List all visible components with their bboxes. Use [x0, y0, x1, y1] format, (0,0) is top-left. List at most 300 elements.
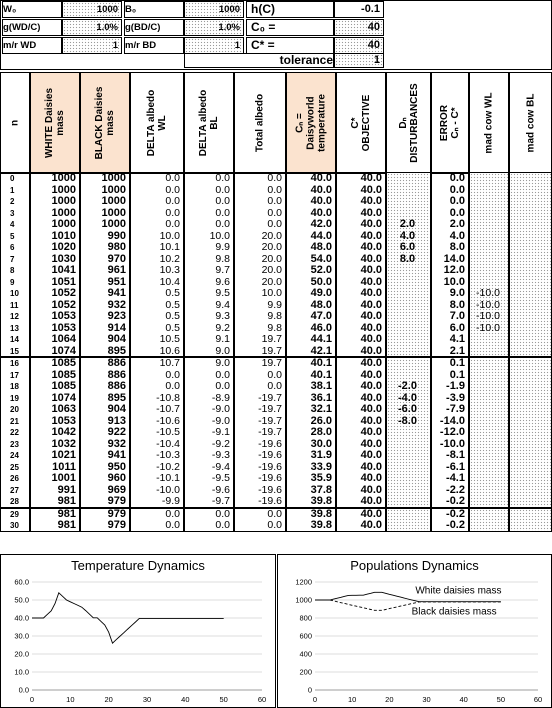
cell-dwl: 0.0: [165, 195, 180, 207]
cell-dwl: 10.7: [159, 357, 180, 369]
cell-cn: 48.0: [310, 298, 332, 311]
cell-dn: [388, 323, 427, 335]
cstar-value[interactable]: 40: [334, 37, 384, 54]
header-white-label-line: WHITE Daisies: [44, 87, 55, 159]
cell-err: 4.1: [449, 333, 465, 345]
cell-cn: 52.0: [310, 264, 332, 276]
cell-mcwl: [471, 450, 505, 462]
cell-mcwl: [471, 427, 505, 439]
cstar-label: C* =: [246, 37, 334, 54]
header-cstar-label-line: OBJECTIVE: [361, 94, 372, 152]
header-white-label-line: mass: [55, 110, 66, 136]
cell-n: 9: [10, 277, 15, 287]
cell-black: 990: [107, 229, 126, 242]
cell-cn: 35.9: [310, 472, 332, 484]
header-n-label: [10, 120, 21, 126]
cell-err: -1.9: [446, 380, 465, 392]
cell-black: 1000: [101, 183, 126, 196]
cell-n: 23: [10, 439, 19, 449]
cell-total: 0.0: [267, 380, 282, 392]
y-tick-label: 0: [307, 685, 312, 695]
cell-black: 950: [107, 460, 126, 473]
cell-err: 0.0: [449, 183, 465, 196]
y-tick-label: 400: [299, 649, 312, 659]
cell-mcwl: [471, 265, 505, 277]
gbd-value[interactable]: 1.0%: [184, 19, 244, 36]
header-dn-label: [398, 83, 420, 162]
cell-black: 979: [107, 495, 126, 507]
x-tick-label: 20: [104, 695, 113, 704]
cell-dn: -2.0: [398, 380, 417, 392]
cell-dn: [388, 462, 427, 474]
cell-n: 28: [10, 497, 19, 506]
cell-black: 941: [107, 449, 126, 461]
cell-black: 932: [107, 437, 126, 450]
cell-n: 12: [10, 312, 19, 321]
cell-err: -0.2: [446, 495, 465, 507]
cell-dbl: 0.0: [215, 172, 230, 184]
cell-total: -19.7: [258, 426, 282, 438]
mrwd-value[interactable]: 1: [62, 37, 122, 54]
cell-white: 981: [57, 507, 76, 520]
cell-cstar: 40.0: [360, 333, 382, 345]
cell-black: 904: [107, 333, 126, 345]
header-mcbl-label-line: mad cow BL: [525, 93, 536, 153]
cell-dbl: -9.2: [211, 437, 230, 450]
cell-white: 1085: [51, 380, 76, 392]
cell-white: 1000: [51, 206, 76, 219]
cell-cn: 36.1: [310, 391, 332, 404]
cell-cn: 44.1: [310, 333, 332, 345]
cell-cn: 42.0: [310, 218, 332, 230]
cell-mcbl: [511, 185, 548, 197]
cell-white: 1000: [51, 183, 76, 196]
cell-mcbl: [511, 173, 548, 185]
cell-err: -6.1: [446, 460, 465, 473]
cell-cn: 54.0: [310, 252, 332, 265]
cell-err: -10.0: [439, 437, 465, 450]
cell-mcbl: [511, 393, 548, 405]
cell-mcbl: [511, 520, 548, 532]
mrbd-label: m/r BD: [124, 37, 184, 54]
cell-dwl: 10.4: [159, 275, 180, 288]
cell-dwl: 10.1: [159, 241, 180, 253]
cell-n: 2: [10, 197, 15, 206]
cell-n: 25: [10, 462, 19, 472]
cell-n: 5: [10, 231, 15, 241]
cell-white: 1063: [51, 403, 76, 415]
cell-total: -19.7: [258, 391, 282, 404]
b0-label: B₀: [124, 1, 184, 18]
cell-cstar: 40.0: [360, 172, 382, 184]
mrbd-value[interactable]: 1: [184, 37, 244, 54]
y-tick-label: 0.0: [18, 685, 29, 695]
cell-err: 7.0: [449, 310, 465, 322]
cell-dwl: -10.0: [156, 483, 180, 496]
cell-total: -19.7: [258, 414, 282, 427]
header-n-label-line: n: [9, 119, 21, 127]
cell-mcwl: -10.0: [476, 321, 500, 334]
cell-dbl: -9.0: [211, 403, 230, 415]
cell-total: 0.0: [267, 195, 282, 207]
cell-mcbl: [511, 462, 548, 474]
cell-dbl: -8.9: [211, 391, 230, 404]
cell-cn: 28.0: [310, 426, 332, 438]
cell-mcbl: [511, 323, 548, 335]
cell-dn: [388, 185, 427, 197]
cell-cn: 26.0: [310, 414, 332, 427]
cell-dbl: 0.0: [215, 183, 230, 196]
cell-dwl: 10.3: [159, 264, 180, 276]
cell-white: 1021: [51, 449, 76, 461]
cell-mcwl: -10.0: [476, 310, 500, 322]
header-black-label-line: BLACK Daisies: [94, 86, 105, 160]
cell-black: 923: [107, 310, 126, 322]
cell-err: -14.0: [439, 414, 465, 427]
cell-dn: 6.0: [399, 241, 416, 253]
hc-value[interactable]: -0.1: [334, 1, 384, 18]
w0-value[interactable]: 1000: [62, 1, 122, 18]
cell-mcwl: [471, 334, 505, 346]
header-cstar-label-line: C*: [350, 117, 361, 129]
cell-total: 0.0: [267, 519, 282, 531]
cell-dwl: 10.5: [159, 333, 180, 345]
cell-dwl: 0.0: [165, 218, 180, 230]
cell-cn: 31.9: [310, 449, 332, 461]
cell-total: 9.8: [267, 321, 282, 334]
header-mcwl-label: [484, 92, 495, 153]
cell-err: 0.0: [449, 206, 465, 219]
cell-white: 1085: [51, 368, 76, 381]
cell-white: 1051: [51, 275, 76, 288]
cell-black: 960: [107, 472, 126, 484]
header-dbl-label: [198, 90, 220, 156]
cell-err: -2.2: [446, 483, 465, 496]
cell-total: 0.0: [267, 172, 282, 184]
cell-black: 913: [107, 414, 126, 427]
cell-cn: 40.1: [310, 368, 332, 381]
cell-mcbl: [511, 231, 548, 243]
cell-err: -12.0: [439, 426, 465, 438]
header-dwl-label: [146, 90, 168, 156]
cell-dwl: 0.0: [165, 519, 180, 531]
cell-n: 10: [10, 289, 19, 298]
cell-mcbl: [511, 485, 548, 497]
cell-err: 0.1: [449, 368, 465, 381]
cell-cn: 42.1: [310, 344, 332, 357]
header-cn-label: [295, 94, 328, 152]
cell-dn: [388, 485, 427, 497]
cell-dwl: 0.0: [165, 206, 180, 219]
cell-n: 29: [10, 509, 19, 519]
cell-dn: [388, 496, 427, 508]
y-tick-label: 1000: [295, 595, 312, 605]
cell-white: 991: [57, 483, 76, 496]
w0-label: W₀: [2, 1, 62, 18]
header-black-label: [94, 87, 116, 160]
cell-err: 14.0: [443, 252, 465, 265]
cell-mcwl: [471, 520, 505, 532]
cell-white: 1001: [51, 472, 76, 484]
cell-mcwl: [471, 208, 505, 220]
cell-dn: [388, 265, 427, 277]
cell-n: 27: [10, 485, 19, 495]
cell-err: 9.0: [449, 287, 465, 299]
y-tick-label: 600: [299, 631, 312, 641]
cell-dwl: 0.0: [165, 172, 180, 184]
cell-dwl: 0.5: [165, 298, 180, 311]
cell-mcbl: [511, 254, 548, 266]
cell-mcbl: [511, 358, 548, 370]
cell-black: 951: [107, 275, 126, 288]
cell-total: 19.7: [261, 357, 282, 369]
cell-cn: 48.0: [310, 241, 332, 253]
cell-mcwl: [471, 404, 505, 416]
cell-n: 6: [10, 243, 15, 252]
cell-cstar: 40.0: [360, 344, 382, 357]
cell-dn: [388, 427, 427, 439]
header-mcbl-label: [525, 94, 536, 153]
cell-mcwl: [471, 219, 505, 231]
cell-dbl: 9.8: [215, 252, 230, 265]
cell-mcbl: [511, 311, 548, 323]
cell-mcbl: [511, 300, 548, 312]
cell-n: 13: [10, 323, 19, 333]
cell-cstar: 40.0: [360, 218, 382, 230]
cell-err: 8.0: [449, 298, 465, 311]
cell-white: 1000: [51, 218, 76, 230]
y-tick-label: 20.0: [14, 649, 29, 659]
cell-dn: [388, 439, 427, 451]
cell-cn: 39.8: [310, 507, 332, 520]
cell-n: 4: [10, 220, 15, 229]
cell-white: 981: [57, 519, 76, 531]
cell-black: 922: [107, 426, 126, 438]
header-dn-label-line: DISTURBANCES: [408, 83, 420, 163]
cell-cn: 39.8: [310, 495, 332, 507]
cell-total: 20.0: [261, 241, 282, 253]
cell-dwl: 0.0: [165, 368, 180, 381]
cell-cn: 46.0: [310, 321, 332, 334]
cell-cstar: 40.0: [360, 403, 382, 415]
cell-total: 20.0: [261, 264, 282, 276]
cell-cn: 37.8: [310, 483, 332, 496]
x-tick-label: 30: [142, 695, 152, 704]
y-tick-label: 10.0: [14, 667, 29, 677]
cell-white: 1032: [51, 437, 76, 450]
cell-black: 980: [107, 241, 126, 253]
cell-dn: [388, 300, 427, 312]
cell-dbl: -9.0: [211, 414, 230, 427]
y-tick-label: 40.0: [14, 613, 29, 623]
cell-mcbl: [511, 381, 548, 393]
cell-white: 1085: [51, 357, 76, 369]
header-white-label: [44, 88, 66, 158]
cell-err: 8.0: [449, 241, 465, 253]
cell-dn: [388, 473, 427, 485]
header-cn-label-line: Cₙ =: [294, 113, 306, 133]
cell-n: 1: [10, 185, 15, 195]
cell-dbl: -9.4: [211, 460, 230, 473]
cell-black: 932: [107, 298, 126, 311]
cell-cstar: 40.0: [360, 472, 382, 484]
cell-dbl: 9.7: [215, 264, 230, 276]
cell-mcwl: [471, 509, 505, 521]
cell-mcbl: [511, 427, 548, 439]
x-tick-label: 40: [459, 695, 468, 704]
cell-mcwl: [471, 496, 505, 508]
cell-mcwl: [471, 473, 505, 485]
cell-mcbl: [511, 346, 548, 358]
header-dwl-label-line: WL: [157, 115, 168, 131]
cell-mcwl: [471, 416, 505, 428]
cell-err: -0.2: [446, 507, 465, 520]
cell-err: -0.2: [446, 519, 465, 531]
cell-mcwl: [471, 381, 505, 393]
cell-cstar: 40.0: [360, 183, 382, 196]
cell-dbl: -9.5: [211, 472, 230, 484]
y-tick-label: 30.0: [14, 631, 29, 641]
cell-cstar: 40.0: [360, 449, 382, 461]
cell-cstar: 40.0: [360, 298, 382, 311]
y-tick-label: 60.0: [14, 577, 29, 587]
y-tick-label: 1200: [295, 577, 312, 587]
cell-mcwl: -10.0: [476, 298, 500, 311]
cell-n: 0: [10, 174, 15, 183]
header-total-label-line: Total albedo: [254, 93, 266, 153]
cell-err: -4.1: [446, 472, 465, 484]
cell-white: 1052: [51, 287, 76, 299]
cell-err: 10.0: [443, 275, 465, 288]
cell-err: -7.9: [446, 403, 465, 415]
cell-total: 9.8: [267, 310, 282, 322]
cell-dwl: -10.5: [156, 426, 180, 438]
gwd-value[interactable]: 1.0%: [62, 19, 122, 36]
cell-err: 2.0: [449, 218, 465, 230]
cell-white: 1053: [51, 414, 76, 427]
cell-black: 914: [107, 321, 126, 334]
cell-mcwl: [471, 173, 505, 185]
cell-dn: [388, 288, 427, 300]
c0-label: C₀ =: [246, 19, 334, 36]
cell-white: 1010: [51, 229, 76, 242]
mrwd-label: m/r WD: [2, 37, 62, 54]
cell-mcbl: [511, 439, 548, 451]
cell-n: 22: [10, 428, 19, 437]
b0-value[interactable]: 1000: [184, 1, 244, 18]
cell-black: 1000: [101, 195, 126, 207]
cell-mcwl: [471, 462, 505, 474]
cell-total: 20.0: [261, 252, 282, 265]
cell-err: 6.0: [449, 321, 465, 334]
cell-dwl: 0.5: [165, 310, 180, 322]
cell-dn: [388, 450, 427, 462]
cell-black: 895: [107, 391, 126, 404]
header-total-label: [255, 94, 266, 152]
x-tick-label: 50: [496, 695, 506, 704]
cell-n: 11: [10, 300, 19, 310]
cell-cstar: 40.0: [360, 275, 382, 288]
y-tick-label: 50.0: [14, 595, 29, 605]
cell-total: 19.7: [261, 333, 282, 345]
cell-white: 1052: [51, 298, 76, 311]
cell-mcbl: [511, 242, 548, 254]
cell-total: -19.6: [258, 449, 282, 461]
cell-dn: 4.0: [399, 229, 416, 242]
cell-cstar: 40.0: [360, 414, 382, 427]
cell-black: 961: [107, 264, 126, 276]
cell-n: 3: [10, 208, 15, 218]
cell-cstar: 40.0: [360, 287, 382, 299]
chart-title-0: Temperature Dynamics: [71, 558, 205, 573]
x-tick-label: 40: [181, 695, 190, 704]
cell-dn: [388, 520, 427, 532]
cell-total: 20.0: [261, 275, 282, 288]
cell-dbl: 9.4: [215, 298, 230, 311]
x-tick-label: 0: [29, 695, 35, 704]
cell-black: 941: [107, 287, 126, 299]
cell-mcbl: [511, 450, 548, 462]
tolerance-label: tolerance: [184, 53, 334, 68]
c0-value[interactable]: 40: [334, 19, 384, 36]
cell-dwl: 0.5: [165, 321, 180, 334]
cell-dbl: -9.6: [211, 483, 230, 496]
series-label-0: White daisies mass: [415, 585, 502, 597]
cell-n: 17: [10, 370, 19, 380]
cell-cn: 32.1: [310, 403, 332, 415]
cell-mcbl: [511, 219, 548, 231]
cell-white: 1074: [51, 391, 76, 404]
cell-mcbl: [511, 288, 548, 300]
cell-white: 1053: [51, 310, 76, 322]
cell-mcwl: -10.0: [476, 287, 500, 299]
cell-dn: 8.0: [399, 252, 416, 265]
cell-err: 4.0: [449, 229, 465, 242]
cell-mcbl: [511, 370, 548, 382]
cell-white: 1074: [51, 344, 76, 357]
y-tick-label: 200: [299, 667, 312, 677]
cell-cstar: 40.0: [360, 519, 382, 531]
cell-dbl: 0.0: [215, 195, 230, 207]
cell-cstar: 40.0: [360, 460, 382, 473]
header-cn-label-line: Daisyworld: [305, 96, 317, 150]
cell-err: 12.0: [443, 264, 465, 276]
cell-cn: 40.0: [310, 172, 332, 184]
tolerance-value[interactable]: 1: [334, 53, 384, 68]
header-err-label: [439, 105, 461, 141]
cell-cn: 40.0: [310, 206, 332, 219]
cell-total: 0.0: [267, 218, 282, 230]
cell-dbl: 0.0: [215, 206, 230, 219]
header-dn-label-line: Dₙ: [397, 117, 409, 129]
x-tick-label: 60: [257, 695, 267, 704]
cell-cstar: 40.0: [360, 495, 382, 507]
cell-mcbl: [511, 334, 548, 346]
hc-label: h(C): [246, 1, 334, 18]
cell-mcbl: [511, 277, 548, 289]
chart-title-1: Populations Dynamics: [350, 558, 479, 573]
cell-white: 1030: [51, 252, 76, 265]
cell-cn: 33.9: [310, 460, 332, 473]
cell-dwl: -10.2: [156, 460, 180, 473]
gwd-label: g(WD/C): [2, 19, 62, 36]
header-mcwl-label-line: mad cow WL: [483, 92, 495, 154]
series-label-1: Black daisies mass: [411, 606, 497, 618]
cell-total: -19.6: [258, 437, 282, 450]
cell-dn: [388, 509, 427, 521]
cell-mcwl: [471, 185, 505, 197]
cell-n: 19: [10, 393, 19, 403]
